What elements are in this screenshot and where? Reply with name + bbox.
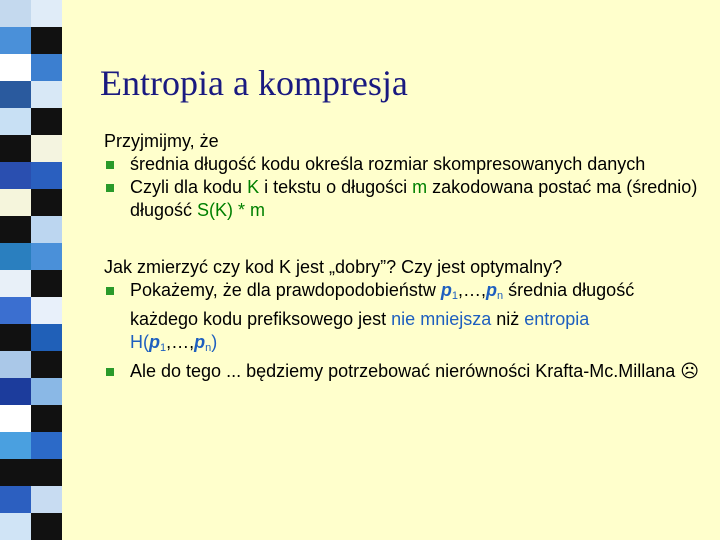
symbol-m: m: [412, 177, 428, 197]
stripe-cell: [31, 108, 62, 135]
symbol-k: K: [247, 177, 260, 197]
stripe-column-right: [31, 0, 62, 540]
phrase-nie-mniejsza: nie mniejsza: [391, 309, 492, 329]
bullet-square-icon: [106, 161, 114, 169]
slide-body: [104, 130, 704, 383]
subscript: 1: [451, 290, 458, 302]
section1-bullet-1: [104, 153, 704, 176]
stripe-cell: [31, 243, 62, 270]
stripe-cell: [31, 351, 62, 378]
bullet-text: średnia długość każdego kodu prefiksowego jest: [130, 280, 635, 329]
stripe-cell: [0, 405, 31, 432]
stripe-cell: [31, 216, 62, 243]
stripe-cell: [31, 513, 62, 540]
stripe-cell: [0, 270, 31, 297]
bullet-text: Czyli dla kodu: [130, 177, 248, 197]
stripe-cell: [0, 513, 31, 540]
stripe-cell: [31, 486, 62, 513]
slide-title: Entropia a kompresja: [100, 63, 408, 103]
formula-h-close: ): [211, 332, 218, 352]
bullet-text: Ale do tego ... będziemy potrzebować nierówności Krafta-Mc.Millana: [130, 361, 681, 381]
bullet-square-icon: [106, 184, 114, 192]
section1-intro: Przyjmijmy, że: [104, 131, 219, 151]
bullet-text: niż: [491, 309, 525, 329]
section1-bullet-2: [104, 176, 704, 222]
bullet-text: średnia długość kodu określa rozmiar skompresowanych danych: [130, 154, 646, 174]
symbol-p: p: [485, 280, 497, 300]
subscript: n: [496, 290, 504, 302]
ellipsis: ,…,: [457, 280, 486, 300]
stripe-cell: [31, 0, 62, 27]
stripe-cell: [0, 486, 31, 513]
symbol-p: p: [194, 332, 206, 352]
stripe-cell: [0, 135, 31, 162]
sad-face-icon: ☹: [680, 361, 700, 381]
stripe-cell: [31, 81, 62, 108]
section2-intro: Jak zmierzyć czy kod K jest „dobry”? Czy jest optymalny?: [104, 257, 563, 277]
stripe-cell: [31, 432, 62, 459]
stripe-cell: [31, 135, 62, 162]
subscript: 1: [160, 342, 167, 354]
bullet-text: zakodowana postać ma (średnio) długość: [130, 177, 698, 220]
stripe-cell: [0, 189, 31, 216]
bullet-square-icon: [106, 287, 114, 295]
bullet-text: i tekstu o długości: [259, 177, 413, 197]
stripe-cell: [0, 243, 31, 270]
stripe-cell: [0, 0, 31, 27]
formula-h: H(: [130, 332, 149, 352]
stripe-cell: [0, 297, 31, 324]
symbol-p: p: [149, 332, 160, 352]
stripe-cell: [0, 216, 31, 243]
stripe-cell: [0, 81, 31, 108]
bullet-square-icon: [106, 368, 114, 376]
stripe-cell: [31, 189, 62, 216]
stripe-cell: [0, 162, 31, 189]
stripe-cell: [31, 297, 62, 324]
stripe-column-left: [0, 0, 31, 540]
term-entropia: entropia: [524, 309, 590, 329]
stripe-cell: [0, 351, 31, 378]
section2-bullet-1: [104, 279, 704, 360]
stripe-cell: [31, 324, 62, 351]
stripe-cell: [31, 270, 62, 297]
symbol-p: p: [440, 280, 452, 300]
decorative-stripe: [0, 0, 62, 540]
stripe-cell: [31, 459, 62, 486]
stripe-cell: [0, 27, 31, 54]
stripe-cell: [31, 405, 62, 432]
ellipsis: ,…,: [166, 332, 195, 352]
stripe-cell: [31, 54, 62, 81]
stripe-cell: [0, 54, 31, 81]
stripe-cell: [0, 459, 31, 486]
stripe-cell: [31, 378, 62, 405]
bullet-text: Pokażemy, że dla prawdopodobieństw: [130, 280, 441, 300]
stripe-cell: [0, 378, 31, 405]
stripe-cell: [31, 27, 62, 54]
stripe-cell: [0, 108, 31, 135]
formula-sk: S(K) * m: [197, 200, 266, 220]
stripe-cell: [0, 324, 31, 351]
stripe-cell: [31, 162, 62, 189]
section2-bullet-2: [104, 360, 704, 383]
subscript: n: [205, 342, 212, 354]
stripe-cell: [0, 432, 31, 459]
